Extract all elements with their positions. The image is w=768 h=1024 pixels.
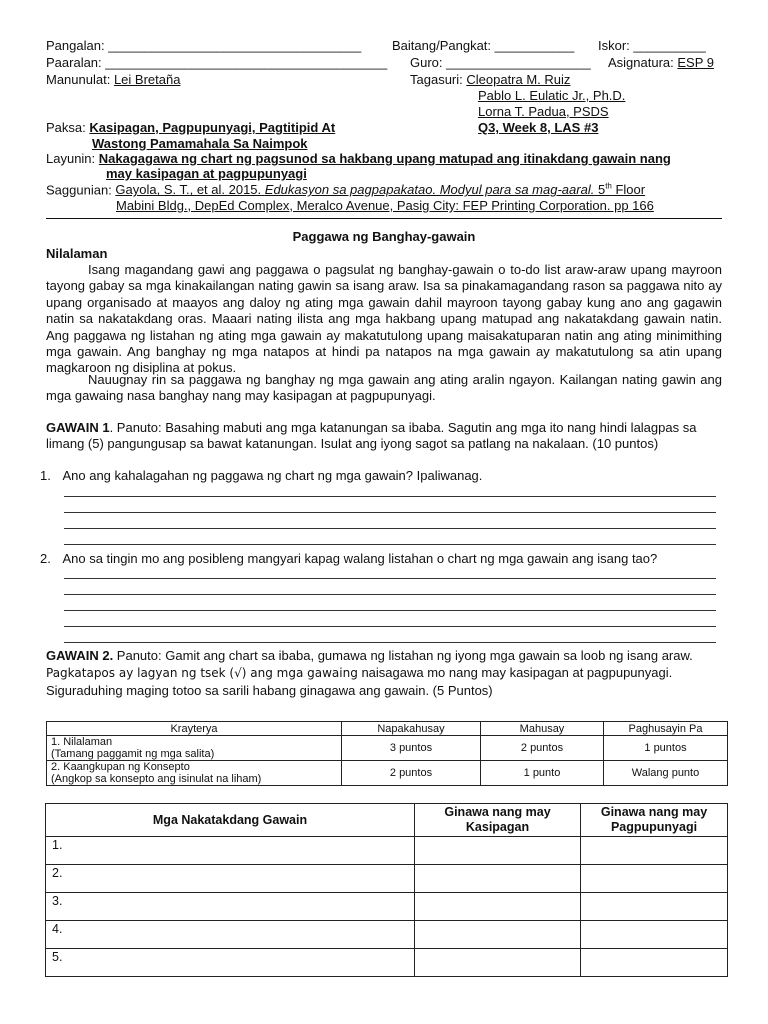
score-label: Iskor: bbox=[598, 38, 630, 53]
reviewer-row bbox=[410, 72, 570, 87]
objective-line1: Nakagagawa ng chart ng pagsunod sa hakbang upang matupad ang itinakdang gawain nang bbox=[98, 151, 671, 166]
objective-label: Layunin: bbox=[46, 151, 96, 166]
criteria-row bbox=[47, 736, 728, 761]
teacher-label: Guro: bbox=[410, 55, 443, 70]
name-field[interactable] bbox=[46, 38, 361, 53]
activity-row bbox=[46, 893, 728, 921]
activity-row bbox=[46, 865, 728, 893]
criteria-label-cell bbox=[47, 761, 342, 786]
reviewer-label: Tagasuri: bbox=[410, 72, 463, 87]
criteria-score-cell: 3 puntos bbox=[342, 736, 481, 761]
gawain1-panuto: . Panuto: Basahing mabuti ang mga katanungan sa ibaba. Sagutin ang mga ito nang hindi lalagpas sa limang (5) pangungusap sa bawat katanungan. Isulat ang iyong sagot sa patlang na nakalaan. (10 puntos) bbox=[46, 420, 697, 451]
criteria-header-cell: Paghusayin Pa bbox=[604, 722, 728, 736]
subject-field bbox=[608, 55, 714, 70]
header-divider bbox=[46, 218, 722, 219]
criteria-title: 2. Kaangkupan ng Konsepto bbox=[51, 761, 190, 773]
reference-label: Saggunian: bbox=[46, 182, 112, 198]
topic-row bbox=[46, 120, 335, 135]
answer-line[interactable] bbox=[64, 626, 716, 627]
answer-line[interactable] bbox=[64, 578, 716, 579]
criteria-score-cell: 2 puntos bbox=[481, 736, 604, 761]
name-label: Pangalan: bbox=[46, 38, 105, 53]
school-blank: _______________________________________ bbox=[105, 55, 388, 70]
page-title: Paggawa ng Banghay-gawain bbox=[292, 229, 476, 244]
score-blank: __________ bbox=[633, 38, 706, 53]
reviewer-2: Pablo L. Eulatic Jr., Ph.D. bbox=[478, 88, 626, 103]
teacher-blank: ____________________ bbox=[446, 55, 591, 70]
objective-row bbox=[46, 151, 671, 166]
kasipagan-check-cell[interactable] bbox=[415, 865, 581, 893]
question-2-number: 2. bbox=[40, 551, 51, 566]
criteria-header-cell: Krayterya bbox=[47, 722, 342, 736]
gawain2-panuto-b: Pagkatapos ay lagyan ng tsek (√) ang mga gawaing bbox=[46, 666, 358, 680]
reference-line2: Mabini Bldg., DepEd Complex, Meralco Avenue, Pasig City: FEP Printing Corporation. pp 166 bbox=[116, 198, 654, 213]
answer-line[interactable] bbox=[64, 594, 716, 595]
objective-line2: may kasipagan at pagpupunyagi bbox=[106, 166, 307, 181]
gawain2-instructions bbox=[46, 647, 722, 699]
activity-task-cell[interactable]: 3. bbox=[46, 893, 415, 921]
activity-header-cell: Mga Nakatakdang Gawain bbox=[46, 804, 415, 837]
criteria-desc: (Tamang paggamit ng mga salita) bbox=[51, 748, 215, 760]
pagpupunyagi-check-cell[interactable] bbox=[581, 949, 728, 977]
author-row bbox=[46, 72, 180, 87]
activity-row bbox=[46, 921, 728, 949]
pagpupunyagi-check-cell[interactable] bbox=[581, 893, 728, 921]
name-blank: ___________________________________ bbox=[108, 38, 362, 53]
answer-line[interactable] bbox=[64, 642, 716, 643]
grade-section-field[interactable] bbox=[392, 38, 574, 53]
reference-row bbox=[46, 182, 645, 197]
gawain2-panuto-c: naisagawa mo nang may kasipagan at pagpupunyagi. Siguraduhing maging totoo sa sarili habang ginagawa ang gawain. (5 Puntos) bbox=[46, 665, 673, 698]
nilalaman-heading: Nilalaman bbox=[46, 246, 108, 261]
criteria-label-cell bbox=[47, 736, 342, 761]
school-label: Paaralan: bbox=[46, 55, 102, 70]
topic-label: Paksa: bbox=[46, 120, 86, 135]
gawain1-instructions bbox=[46, 420, 722, 452]
question-1-text: Ano ang kahalagahan ng paggawa ng chart ng mga gawain? Ipaliwanag. bbox=[62, 468, 483, 483]
author-name: Lei Bretaña bbox=[113, 72, 181, 87]
pagpupunyagi-check-cell[interactable] bbox=[581, 921, 728, 949]
nilalaman-paragraph-2: Nauugnay rin sa paggawa ng banghay ng mga gawain ang ating aralin ngayon. Kailangan nating gawin ang mga gawaing nasa banghay nang may kasipagan at pagpupunyagi. bbox=[46, 372, 722, 404]
reference-floor-num: 5 bbox=[597, 182, 606, 198]
reference-floor-sup: th bbox=[605, 182, 612, 191]
gawain1-label: GAWAIN 1 bbox=[46, 420, 110, 435]
reference-floor: Floor bbox=[611, 182, 646, 198]
criteria-row bbox=[47, 761, 728, 786]
topic-line2: Wastong Pamamahala Sa Naimpok bbox=[92, 136, 308, 151]
teacher-field[interactable] bbox=[410, 55, 591, 70]
pagpupunyagi-check-cell[interactable] bbox=[581, 837, 728, 865]
answer-line[interactable] bbox=[64, 528, 716, 529]
criteria-header-cell: Napakahusay bbox=[342, 722, 481, 736]
subject-label: Asignatura: bbox=[608, 55, 674, 70]
kasipagan-check-cell[interactable] bbox=[415, 837, 581, 865]
criteria-score-cell: 1 puntos bbox=[604, 736, 728, 761]
activity-row bbox=[46, 949, 728, 977]
school-field[interactable] bbox=[46, 55, 387, 70]
answer-line[interactable] bbox=[64, 610, 716, 611]
activity-row bbox=[46, 837, 728, 865]
subject-value: ESP 9 bbox=[677, 55, 715, 70]
criteria-score-cell: 1 punto bbox=[481, 761, 604, 786]
question-2-text: Ano sa tingin mo ang posibleng mangyari kapag walang listahan o chart ng mga gawain ang isang tao? bbox=[62, 551, 658, 566]
answer-line[interactable] bbox=[64, 496, 716, 497]
criteria-table bbox=[46, 721, 728, 786]
week-label: Q3, Week 8, LAS #3 bbox=[478, 120, 599, 135]
grade-blank: ___________ bbox=[494, 38, 575, 53]
activity-header-row bbox=[46, 804, 728, 837]
gawain2-panuto-a: Panuto: Gamit ang chart sa ibaba, gumawa ng listahan ng iyong mga gawain sa loob ng isang araw. bbox=[113, 648, 693, 663]
author-label: Manunulat: bbox=[46, 72, 111, 87]
gawain2-label: GAWAIN 2. bbox=[46, 648, 114, 663]
activity-task-cell[interactable]: 1. bbox=[46, 837, 415, 865]
score-field[interactable] bbox=[598, 38, 706, 53]
reviewer-1: Cleopatra M. Ruiz bbox=[466, 72, 571, 87]
kasipagan-check-cell[interactable] bbox=[415, 949, 581, 977]
criteria-header-cell: Mahusay bbox=[481, 722, 604, 736]
reference-title: Edukasyon sa pagpapakatao. Modyul para sa mag-aaral. bbox=[264, 182, 595, 198]
reference-authors: Gayola, S. T., et al. 2015. bbox=[115, 182, 262, 198]
activity-task-cell[interactable]: 5. bbox=[46, 949, 415, 977]
criteria-score-cell: Walang punto bbox=[604, 761, 728, 786]
activity-header-cell: Ginawa nang may Pagpupunyagi bbox=[581, 804, 728, 837]
reviewer-3: Lorna T. Padua, PSDS bbox=[478, 104, 609, 119]
criteria-title: 1. Nilalaman bbox=[51, 736, 113, 748]
activity-task-cell[interactable]: 4. bbox=[46, 921, 415, 949]
question-1 bbox=[40, 468, 482, 483]
question-2 bbox=[40, 551, 657, 566]
kasipagan-check-cell[interactable] bbox=[415, 893, 581, 921]
kasipagan-check-cell[interactable] bbox=[415, 921, 581, 949]
topic-line1: Kasipagan, Pagpupunyagi, Pagtitipid At bbox=[89, 120, 336, 135]
criteria-score-cell: 2 puntos bbox=[342, 761, 481, 786]
activity-task-cell[interactable]: 2. bbox=[46, 865, 415, 893]
activity-table bbox=[45, 803, 728, 977]
criteria-desc: (Angkop sa konsepto ang isinulat na liham) bbox=[51, 773, 262, 785]
pagpupunyagi-check-cell[interactable] bbox=[581, 865, 728, 893]
answer-line[interactable] bbox=[64, 512, 716, 513]
criteria-header-row bbox=[47, 722, 728, 736]
reference-line1 bbox=[115, 182, 645, 197]
answer-line[interactable] bbox=[64, 544, 716, 545]
activity-header-cell: Ginawa nang may Kasipagan bbox=[415, 804, 581, 837]
grade-label: Baitang/Pangkat: bbox=[392, 38, 492, 53]
nilalaman-paragraph-1: Isang magandang gawi ang paggawa o pagsulat ng banghay-gawain o to-do list araw-araw upang mayroon tayong gabay sa mga kinakailangan nating gawin sa isang araw. Isa sa pinakamagandang rason sa paggawa nito ay upang organisado at maayos ang daloy ng ating mga gawain dahil mayroon tayong gabay kung ano ang gagawin natin sa nakatakdang oras. Maaari nating ilista ang mga hakbang upang matupad ang nakatakdang gawain natin. Ang paggawa ng listahan ng ating mga gawain ay makatutulong upang maisakatuparan natin ang ating minimithing mga gawain. Ang banghay ng mga natapos at hindi pa natapos na mga gawain ay makatutulong sa atin upang magkaroon ng disiplina at pokus. bbox=[46, 262, 722, 376]
question-1-number: 1. bbox=[40, 468, 51, 483]
